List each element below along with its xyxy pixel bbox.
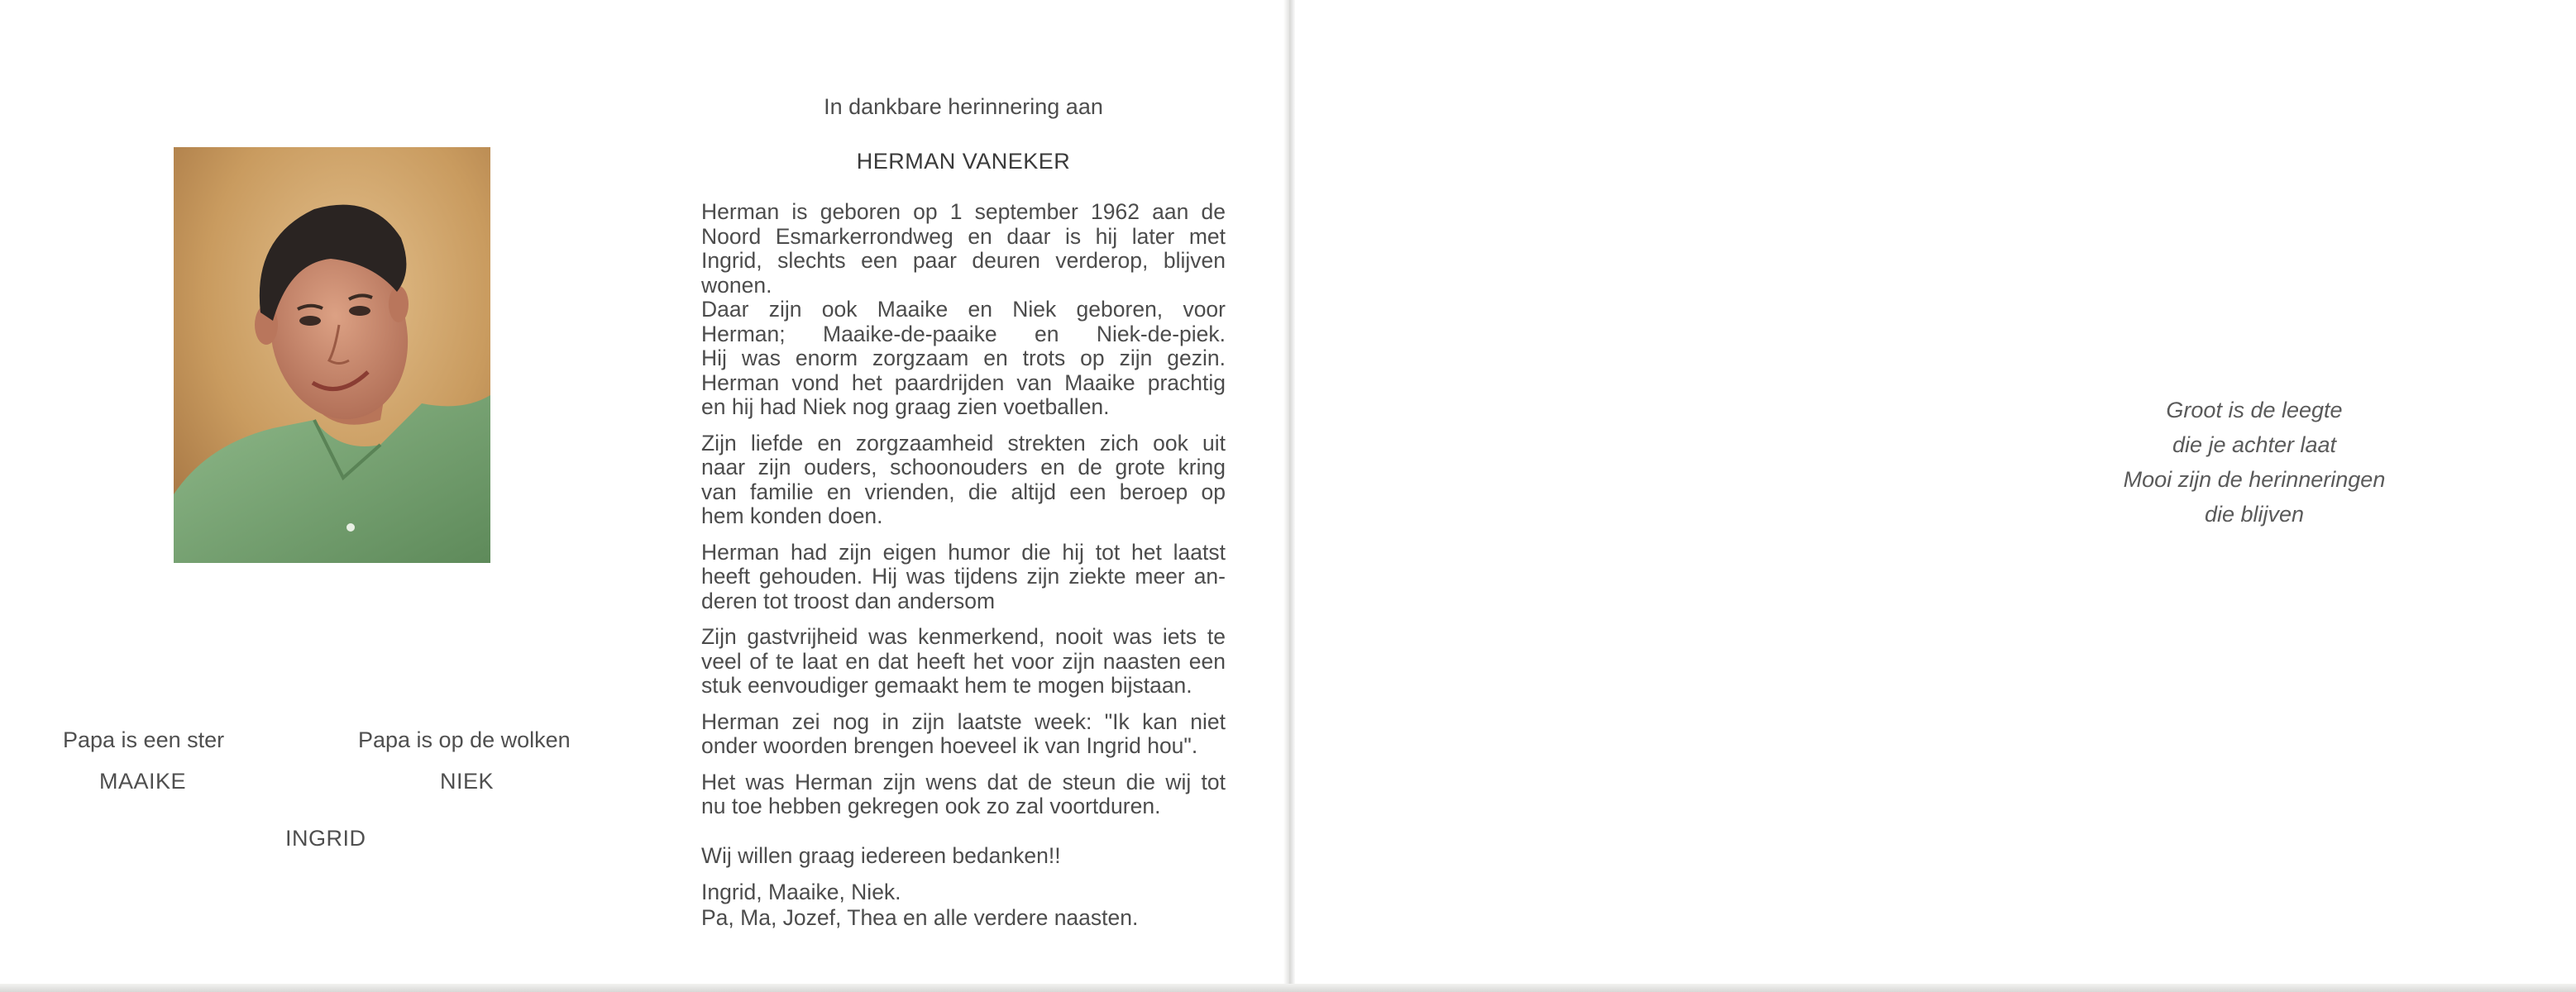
paragraph-line: Herman is geboren op 1 september 1962 aan de — [701, 199, 1226, 224]
maaike-name: MAAIKE — [99, 769, 187, 794]
paragraph-line: veel of te laat en dat heeft het voor zijn naasten een — [701, 648, 1226, 674]
paragraph-line: Herman; Maaike-de-paaike en Niek-de-piek. — [701, 321, 1226, 346]
paragraph-line: stuk eenvoudiger gemaakt hem te mogen bijstaan. — [701, 673, 1192, 698]
thanks-text: Wij willen graag iedereen bedanken!! — [701, 842, 1061, 868]
paragraph-line: Herman vond het paardrijden van Maaike prachtig — [701, 370, 1226, 395]
maaike-caption: Papa is een ster — [63, 727, 225, 752]
paragraph-line: nu toe hebben gekregen ook zo zal voortduren. — [701, 794, 1161, 818]
obituary-paragraph — [701, 710, 1226, 759]
poem-line: die je achter laat — [2172, 432, 2337, 457]
paragraph-line: Herman zei nog in zijn laatste week: "Ik kan niet — [701, 708, 1226, 734]
paragraph-line: Herman had zijn eigen humor die hij tot het laatst — [701, 539, 1226, 565]
card-fold — [1283, 0, 1295, 992]
paragraph-line: naar zijn ouders, schoonouders en de grote kring — [701, 455, 1226, 479]
paragraph-line: Zijn liefde en zorgzaamheid strekten zich ook uit — [701, 430, 1226, 455]
card-bottom-edge — [0, 984, 2576, 992]
paragraph-line: heeft gehouden. Hij was tijdens zijn ziekte meer an- — [701, 564, 1226, 589]
niek-name: NIEK — [440, 769, 495, 794]
poem-line: die blijven — [2204, 502, 2305, 527]
paragraph-line: Zijn gastvrijheid was kenmerkend, nooit was iets te — [701, 624, 1226, 649]
ingrid-name: INGRID — [285, 826, 366, 851]
obituary-paragraph — [701, 541, 1226, 614]
signature-line: Pa, Ma, Jozef, Thea en alle verdere naasten. — [701, 905, 1139, 930]
paragraph-line: Noord Esmarkerrondweg en daar is hij later met — [701, 223, 1226, 249]
obituary-paragraph — [701, 770, 1226, 819]
paragraph-line: wonen. — [701, 272, 772, 298]
paragraph-line: Ingrid, slechts een paar deuren verderop, blijven — [701, 248, 1226, 273]
paragraph-line: hem konden doen. — [701, 503, 883, 528]
poem-line: Mooi zijn de herinneringen — [2123, 467, 2386, 492]
paragraph-line: Daar zijn ook Maaike en Niek geboren, voor — [701, 297, 1226, 322]
obituary-paragraph — [701, 625, 1226, 699]
obituary-paragraph — [701, 432, 1226, 529]
paragraph-line: en hij had Niek nog graag zien voetballen. — [701, 394, 1110, 419]
obituary-paragraphs — [701, 200, 1226, 819]
obituary-text — [701, 89, 1226, 931]
memorial-poem — [2031, 393, 2478, 532]
paragraph-line: Hij was enorm zorgzaam en trots op zijn gezin. — [701, 346, 1226, 370]
intro-text: In dankbare herinnering aan — [824, 94, 1103, 119]
paragraph-line: van familie en vrienden, die altijd een beroep op — [701, 479, 1226, 504]
paragraph-line: Het was Herman zijn wens dat de steun die wij tot — [701, 769, 1226, 794]
obituary-paragraph — [701, 200, 1226, 420]
signature — [701, 880, 1226, 931]
paragraph-line: deren tot troost dan andersom — [701, 588, 996, 613]
poem-line: Groot is de leegte — [2166, 398, 2343, 422]
deceased-name: HERMAN VANEKER — [856, 149, 1071, 174]
signature-line: Ingrid, Maaike, Niek. — [701, 880, 901, 904]
paragraph-line: onder woorden brengen hoeveel ik van Ingrid hou". — [701, 733, 1198, 758]
niek-caption: Papa is op de wolken — [358, 727, 571, 752]
portrait-photo-icon — [174, 147, 490, 563]
